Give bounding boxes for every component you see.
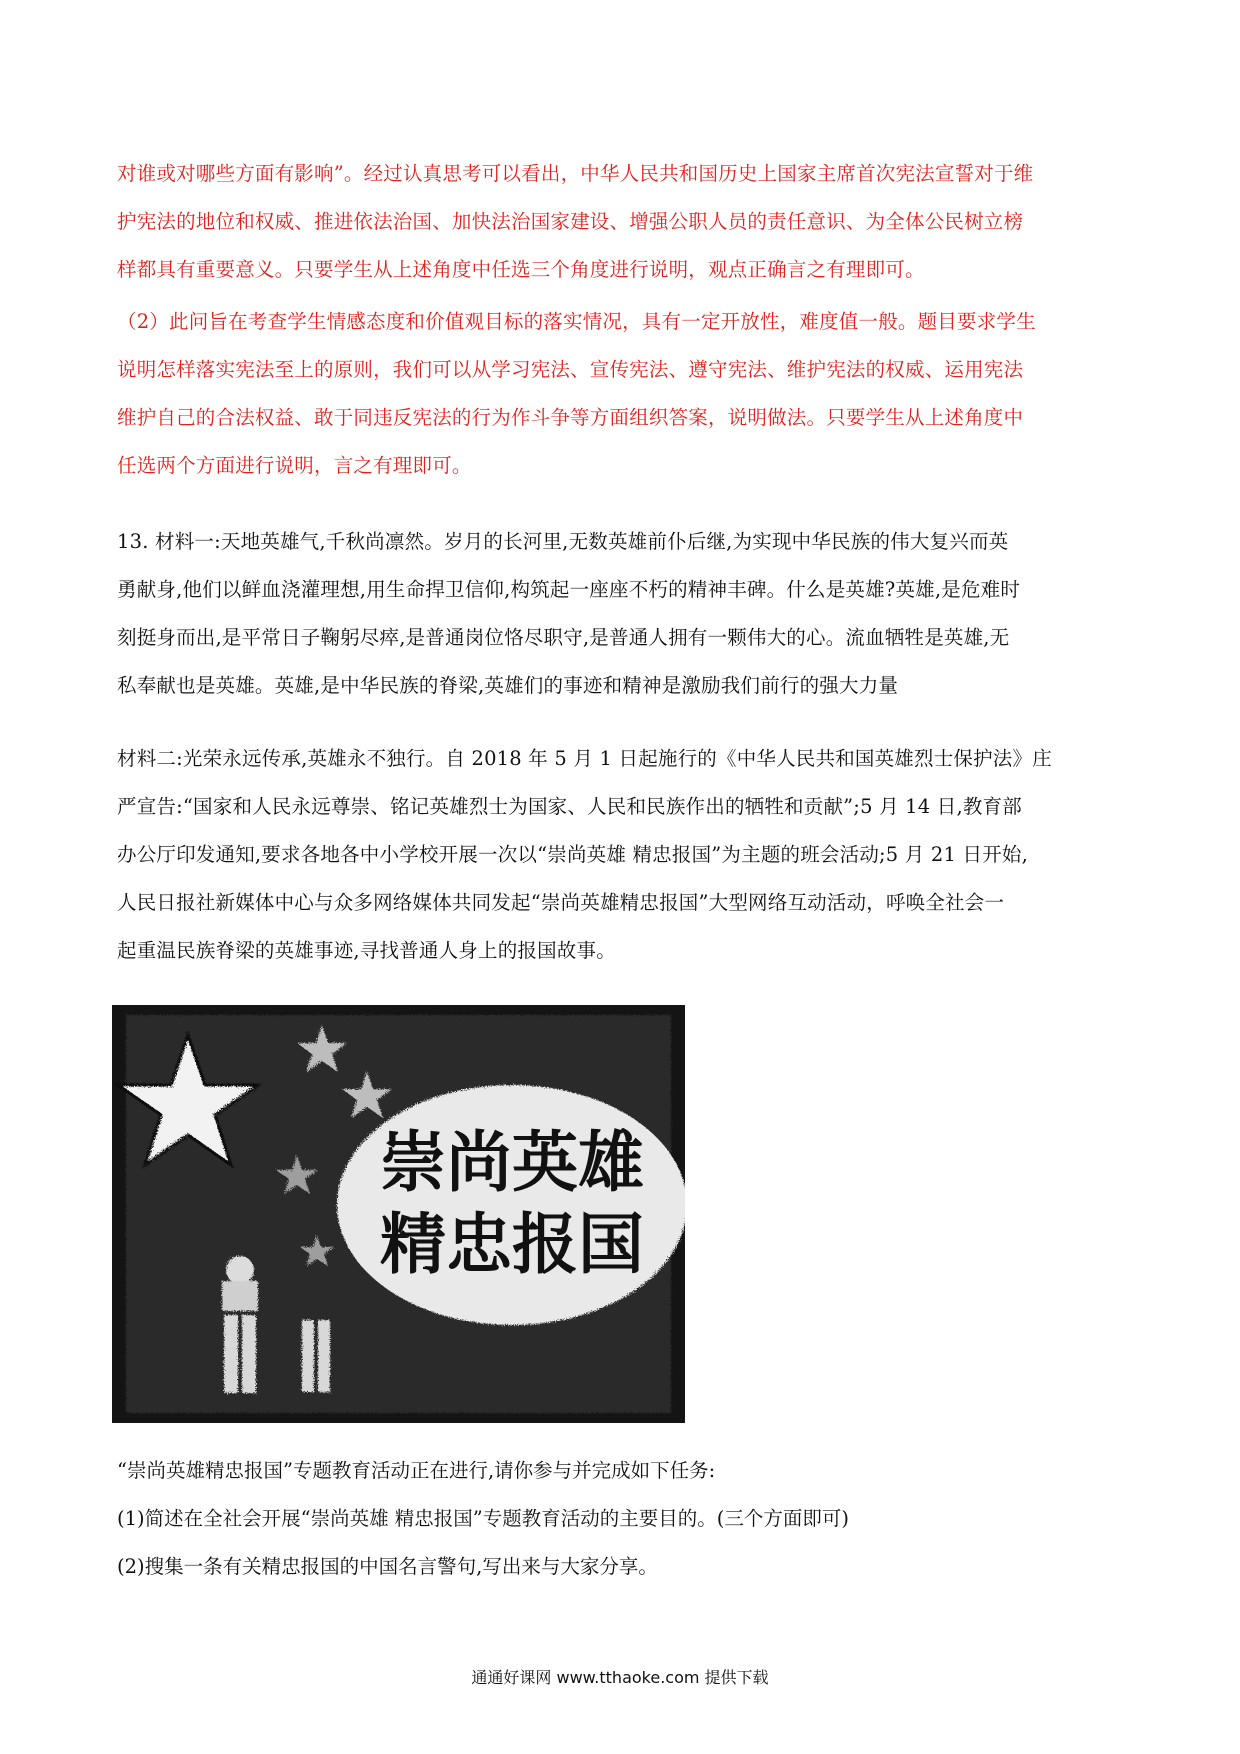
- answer-line: （2）此问旨在考查学生情感态度和价值观目标的落实情况，具有一定开放性，难度值一般。题目要求学生: [117, 310, 1036, 333]
- task-item: (1)简述在全社会开展“崇尚英雄 精忠报国”专题教育活动的主要目的。(三个方面即可): [117, 1507, 849, 1530]
- material-line: 办公厅印发通知,要求各地各中小学校开展一次以“崇尚英雄 精忠报国”为主题的班会活动;5 月 21 日开始,: [117, 843, 1029, 866]
- material-line: 起重温民族脊梁的英雄事迹,寻找普通人身上的报国故事。: [117, 939, 616, 962]
- task-intro: “崇尚英雄精忠报国”专题教育活动正在进行,请你参与并完成如下任务:: [117, 1459, 716, 1482]
- answer-line: 样都具有重要意义。只要学生从上述角度中任选三个角度进行说明，观点正确言之有理即可。: [117, 258, 925, 281]
- material-line: 人民日报社新媒体中心与众多网络媒体共同发起“崇尚英雄精忠报国”大型网络互动活动，呼唤全社会一: [117, 891, 1005, 914]
- answer-line: 任选两个方面进行说明，言之有理即可。: [117, 454, 472, 477]
- task-item: (2)搜集一条有关精忠报国的中国名言警句,写出来与大家分享。: [117, 1555, 658, 1578]
- question-13-material-1: [117, 518, 1127, 710]
- answer-line: 对谁或对哪些方面有影响”。经过认真思考可以看出，中华人民共和国历史上国家主席首次宪法宣誓对于维: [117, 162, 1034, 185]
- material-line: 13. 材料一:天地英雄气,千秋尚凛然。岁月的长河里,无数英雄前仆后继,为实现中华民族的伟大复兴而英: [117, 530, 1009, 553]
- material-line: 勇献身,他们以鲜血浇灌理想,用生命捍卫信仰,构筑起一座座不朽的精神丰碑。什么是英雄?英雄,是危难时: [117, 578, 1021, 601]
- answer-part-2: [117, 298, 1127, 490]
- material-line: 刻挺身而出,是平常日子鞠躬尽瘁,是普通岗位恪尽职守,是普通人拥有一颗伟大的心。流血牺牲是英雄,无: [117, 626, 1010, 649]
- question-13-material-2: [117, 735, 1127, 975]
- page-footer: 通通好课网 www.tthaoke.com 提供下载: [471, 1668, 769, 1687]
- answer-line: 护宪法的地位和权威、推进依法治国、加快法治国家建设、增强公职人员的责任意识、为全体公民树立榜: [117, 210, 1024, 233]
- material-line: 材料二:光荣永远传承,英雄永不独行。自 2018 年 5 月 1 日起施行的《中华人民共和国英雄烈士保护法》庄: [117, 747, 1052, 770]
- material-line: 严宣告:“国家和人民永远尊崇、铭记英雄烈士为国家、人民和民族作出的牺牲和贡献”;5 月 14 日,教育部: [117, 795, 1022, 818]
- answer-line: 维护自己的合法权益、敢于同违反宪法的行为作斗争等方面组织答案，说明做法。只要学生从上述角度中: [117, 406, 1024, 429]
- answer-line: 说明怎样落实宪法至上的原则，我们可以从学习宪法、宣传宪法、遵守宪法、维护宪法的权威、运用宪法: [117, 358, 1024, 381]
- hero-poster-image: [112, 1005, 685, 1423]
- answer-part-1: [117, 150, 1127, 294]
- material-line: 私奉献也是英雄。英雄,是中华民族的脊梁,英雄们的事迹和精神是激励我们前行的强大力量: [117, 674, 899, 697]
- poster-title-line-2: 精忠报国: [380, 1205, 644, 1283]
- poster-title-line-1: 崇尚英雄: [380, 1123, 644, 1201]
- poster-illustration: [112, 1005, 685, 1423]
